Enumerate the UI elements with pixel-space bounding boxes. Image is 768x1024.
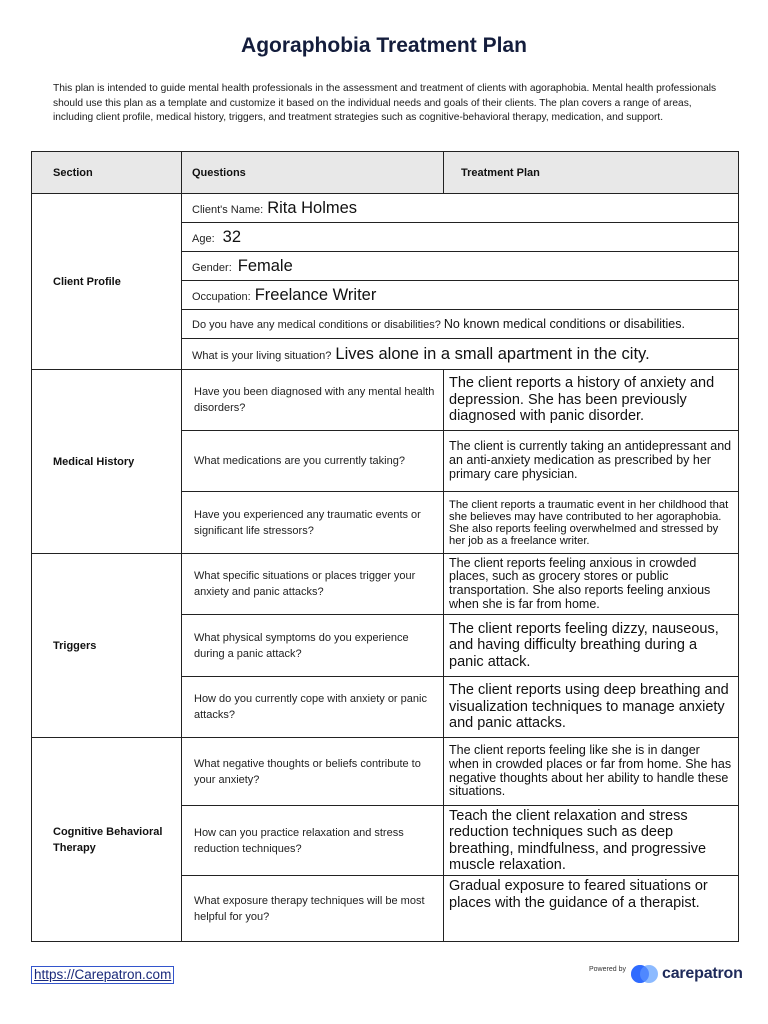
answer-cell: The client reports a traumatic event in her childhood that she believes may have contributed to her agoraphobia. She also reports feeling overwhelmed and stressed by her job as a freelance writer. — [444, 492, 739, 554]
answer-cell: The client reports feeling like she is in danger when in crowded places or far from home. She has negative thoughts about her ability to handle these situations. — [444, 738, 739, 806]
living-value: Lives alone in a small apartment in the city. — [335, 344, 650, 363]
header-questions: Questions — [182, 152, 444, 194]
table-row — [32, 738, 739, 806]
intro-paragraph: This plan is intended to guide mental health professionals in the assessment and treatment of clients with agoraphobia. Mental health professionals should use this plan as a template and customize it based on the individual needs and goals of their clients. The plan covers a range of areas, including client profile, medical history, triggers, and treatment strategies such as cognitive-behavioral therapy, medication, and support. — [53, 83, 717, 123]
page-title: Agoraphobia Treatment Plan — [241, 34, 527, 57]
answer-cell: Teach the client relaxation and stress reduction techniques such as deep breathing, mindfulness, and progressive muscle relaxation. — [444, 806, 739, 876]
powered-by-label: Powered by — [589, 966, 626, 973]
living-label: What is your living situation? — [192, 349, 332, 362]
table-row — [32, 370, 739, 431]
table-row — [32, 194, 739, 223]
question-cell: How do you currently cope with anxiety or panic attacks? — [182, 677, 444, 738]
section-medical-history: Medical History — [32, 370, 182, 554]
client-name-label: Client's Name: — [192, 203, 264, 216]
age-field — [182, 223, 739, 252]
carepatron-logo-icon — [630, 963, 660, 985]
conditions-field — [182, 310, 739, 339]
carepatron-logo[interactable] — [630, 962, 743, 986]
answer-cell: The client reports feeling dizzy, nauseous, and having difficulty breathing during a panic attack. — [444, 615, 739, 677]
answer-cell: The client reports feeling anxious in crowded places, such as grocery stores or public transportation. She also reports feeling anxious when she is far from home. — [444, 554, 739, 615]
section-cbt: Cognitive Behavioral Therapy — [32, 738, 182, 942]
answer-cell: The client reports a history of anxiety and depression. She has been previously diagnosed with panic disorder. — [444, 370, 739, 431]
gender-field — [182, 252, 739, 281]
occupation-field — [182, 281, 739, 310]
question-cell: What physical symptoms do you experience during a panic attack? — [182, 615, 444, 677]
gender-label: Gender: — [192, 261, 232, 274]
question-cell: What negative thoughts or beliefs contribute to your anxiety? — [182, 738, 444, 806]
living-field — [182, 339, 739, 370]
conditions-value: No known medical conditions or disabilities. — [443, 317, 685, 331]
section-triggers: Triggers — [32, 554, 182, 738]
occupation-label: Occupation: — [192, 290, 251, 303]
section-client-profile: Client Profile — [32, 194, 182, 370]
question-cell: How can you practice relaxation and stress reduction techniques? — [182, 806, 444, 876]
age-value: 32 — [222, 227, 241, 246]
client-name-value: Rita Holmes — [267, 198, 358, 217]
answer-cell: The client is currently taking an antidepressant and an anti-anxiety medication as prescribed by her primary care physician. — [444, 431, 739, 492]
table-row — [32, 554, 739, 615]
gender-value: Female — [237, 256, 293, 275]
treatment-plan-table — [31, 151, 739, 942]
carepatron-link[interactable]: https://Carepatron.com — [31, 966, 174, 984]
header-treatment-plan: Treatment Plan — [444, 152, 739, 194]
carepatron-wordmark: carepatron — [662, 965, 743, 982]
question-cell: What medications are you currently taking? — [182, 431, 444, 492]
question-cell: Have you been diagnosed with any mental health disorders? — [182, 370, 444, 431]
table-header-row — [32, 152, 739, 194]
question-cell: What specific situations or places trigger your anxiety and panic attacks? — [182, 554, 444, 615]
header-section: Section — [32, 152, 182, 194]
client-name-field — [182, 194, 739, 223]
answer-cell: Gradual exposure to feared situations or places with the guidance of a therapist. — [444, 876, 739, 942]
answer-cell: The client reports using deep breathing and visualization techniques to manage anxiety and panic attacks. — [444, 677, 739, 738]
age-label: Age: — [192, 232, 215, 245]
conditions-label: Do you have any medical conditions or disabilities? — [192, 319, 441, 331]
occupation-value: Freelance Writer — [254, 285, 377, 304]
question-cell: What exposure therapy techniques will be most helpful for you? — [182, 876, 444, 942]
question-cell: Have you experienced any traumatic events or significant life stressors? — [182, 492, 444, 554]
